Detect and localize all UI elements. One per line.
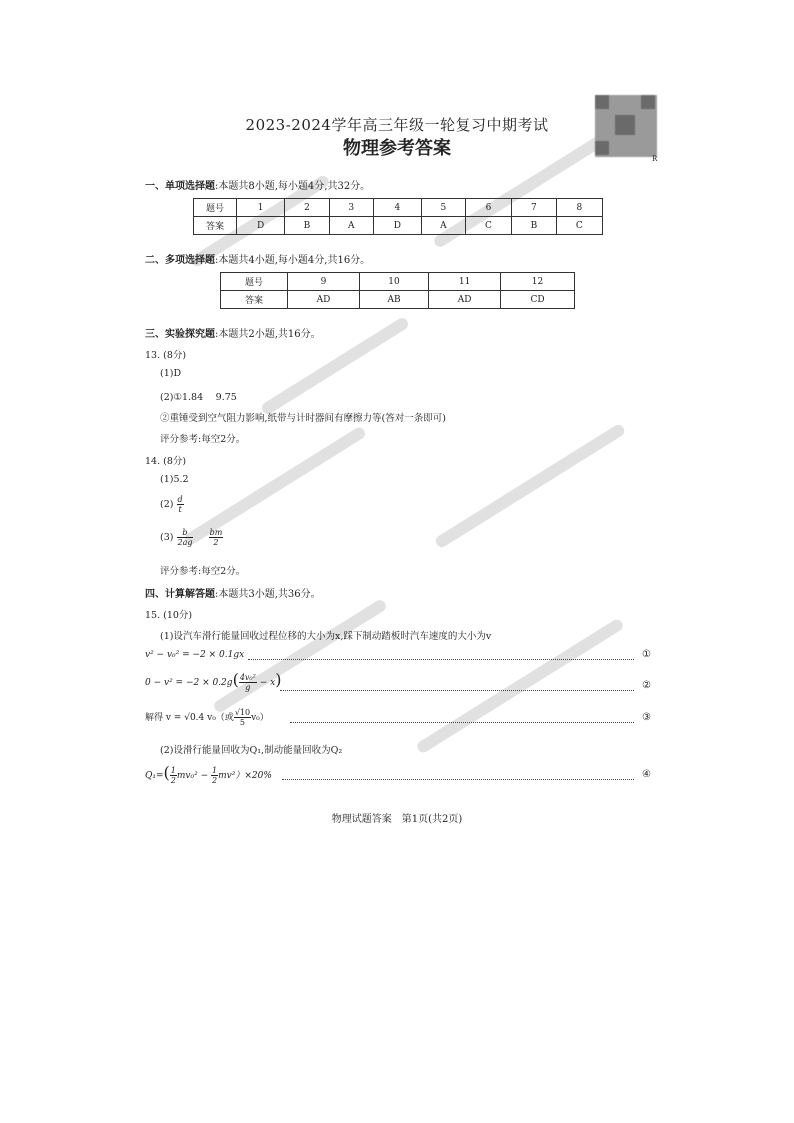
fraction — [170, 766, 177, 785]
q14-scoring-note: 评分参考:每空2分。 — [160, 566, 246, 577]
q14-answer-3-prefix: (3) — [160, 532, 174, 543]
table-cell: 题号 — [194, 199, 237, 217]
equation-2: 0 − v² = −2 × 0.2g( $\frac{\text{4v₀²}}{g}$ − x) — [145, 670, 282, 692]
equation-3-tail: v₀） — [251, 713, 269, 723]
table-cell: B — [512, 217, 557, 235]
table-cell: D — [373, 217, 421, 235]
table-cell: 10 — [359, 273, 428, 291]
q13-scoring-note: 评分参考:每空2分。 — [160, 434, 246, 445]
fraction — [177, 528, 194, 547]
fraction-denominator: g — [245, 683, 251, 692]
q15-label: 15. (10分) — [145, 610, 193, 621]
table-row — [221, 273, 575, 291]
equation-4-left: Q₁= — [145, 771, 164, 781]
equation-4: Q₁=( $\frac{1}{2}$ mv₀² − $\frac{1}{2}$ mv²）×20% — [145, 763, 272, 785]
q13-label: 13. (8分) — [145, 350, 187, 361]
table-cell: C — [556, 217, 602, 235]
table-cell: 1 — [237, 199, 285, 217]
table-cell: AD — [429, 291, 501, 309]
q14-answer-1: (1)5.2 — [160, 474, 189, 485]
section-4-title: 四、计算解答题 — [145, 589, 215, 600]
leader-dots — [248, 659, 634, 660]
equation-4-tail: mv²）×20% — [218, 771, 272, 781]
q13-answer-2b: ②重锤受到空气阻力影响,纸带与计时器间有摩擦力等(答对一条即可) — [160, 413, 446, 424]
section-3-heading — [145, 325, 321, 340]
equation-1-number: ① — [642, 649, 651, 660]
fraction-denominator: t — [178, 505, 182, 514]
section-2-heading — [145, 251, 370, 266]
section-3-title: 三、实验探究题 — [145, 329, 215, 340]
table-cell: 答案 — [221, 291, 288, 309]
table-cell: 7 — [512, 199, 557, 217]
equation-3-number: ③ — [642, 712, 651, 723]
fraction-numerator: √10 — [234, 708, 251, 717]
table-cell: 12 — [501, 273, 575, 291]
equation-1: v² − v₀² = −2 × 0.1gx — [145, 650, 245, 660]
equation-3 — [145, 708, 269, 727]
fraction — [234, 708, 251, 727]
equation-2-left: 0 − v² = −2 × 0.2g — [145, 678, 233, 688]
section-2-desc: :本题共4小题,每小题4分,共16分。 — [215, 255, 371, 266]
table-cell: 2 — [285, 199, 330, 217]
table-cell: A — [421, 217, 465, 235]
section-1-heading — [145, 177, 370, 192]
q14-answer-2 — [160, 495, 184, 514]
table-row — [194, 199, 603, 217]
table-cell: 9 — [288, 273, 360, 291]
fraction-numerator: b — [177, 528, 194, 538]
table-cell: 11 — [429, 273, 501, 291]
multi-choice-answer-table — [220, 272, 575, 309]
equation-3-left: 解得 v = √0.4 v₀（或 — [145, 713, 234, 723]
table-cell: 8 — [556, 199, 602, 217]
fraction-denominator: 2 — [170, 776, 176, 785]
fraction-denominator: 2 — [213, 538, 219, 547]
equation-4-number: ④ — [642, 769, 651, 780]
q15-part-2-text: (2)设滑行能量回收为Q₁,制动能量回收为Q₂ — [160, 745, 343, 756]
leader-dots — [282, 779, 634, 780]
table-cell: 3 — [329, 199, 373, 217]
table-row — [221, 291, 575, 309]
q13-answer-1: (1)D — [160, 368, 182, 379]
q14-answer-2-prefix: (2) — [160, 499, 174, 510]
table-cell: 答案 — [194, 217, 237, 235]
fraction-denominator: 2ag — [177, 538, 193, 547]
single-choice-answer-table — [193, 198, 603, 235]
section-3-desc: :本题共2小题,共16分。 — [215, 329, 321, 340]
table-cell: 6 — [465, 199, 511, 217]
fraction-numerator: d — [177, 495, 183, 504]
table-cell: 题号 — [221, 273, 288, 291]
table-cell: 4 — [373, 199, 421, 217]
fraction-denominator: 5 — [239, 718, 245, 727]
table-row — [194, 217, 603, 235]
exam-title: 2023-2024学年高三年级一轮复习中期考试 — [245, 116, 549, 134]
section-4-heading — [145, 585, 321, 600]
section-1-desc: :本题共8小题,每小题4分,共32分。 — [215, 181, 371, 192]
table-cell: A — [329, 217, 373, 235]
section-1-title: 一、单项选择题 — [145, 181, 215, 192]
q14-answer-3 — [160, 528, 223, 547]
section-2-title: 二、多项选择题 — [145, 255, 215, 266]
fraction — [239, 673, 257, 692]
table-cell: AB — [359, 291, 428, 309]
table-cell: AD — [288, 291, 360, 309]
q14-label: 14. (8分) — [145, 456, 187, 467]
fraction — [177, 495, 184, 514]
fraction — [209, 528, 224, 547]
fraction-numerator: 1 — [212, 766, 218, 775]
q15-part-1-text: (1)设汽车滑行能量回收过程位移的大小为x,踩下制动踏板时汽车速度的大小为v — [160, 631, 492, 642]
section-4-desc: :本题共3小题,共36分。 — [215, 589, 321, 600]
answer-key-title: 物理参考答案 — [343, 138, 451, 159]
corner-mark: R — [652, 155, 658, 163]
q13-answer-2: (2)①1.84 9.75 — [160, 392, 237, 403]
watermark-stripe — [434, 423, 627, 550]
table-cell: 5 — [421, 199, 465, 217]
equation-4-middle: mv₀² − — [176, 771, 209, 781]
leader-dots — [290, 722, 634, 723]
table-cell: CD — [501, 291, 575, 309]
equation-2-number: ② — [642, 680, 651, 691]
fraction-numerator: bm — [209, 528, 223, 537]
fraction-denominator: 2 — [212, 776, 218, 785]
equation-2-tail: − x — [259, 678, 276, 688]
table-cell: D — [237, 217, 285, 235]
table-cell: B — [285, 217, 330, 235]
fraction-numerator: 1 — [170, 766, 176, 775]
table-cell: C — [465, 217, 511, 235]
leader-dots — [280, 690, 634, 691]
fraction-numerator: 4v₀² — [239, 673, 256, 682]
page-footer: 物理试题答案 第1页(共2页) — [331, 814, 463, 825]
